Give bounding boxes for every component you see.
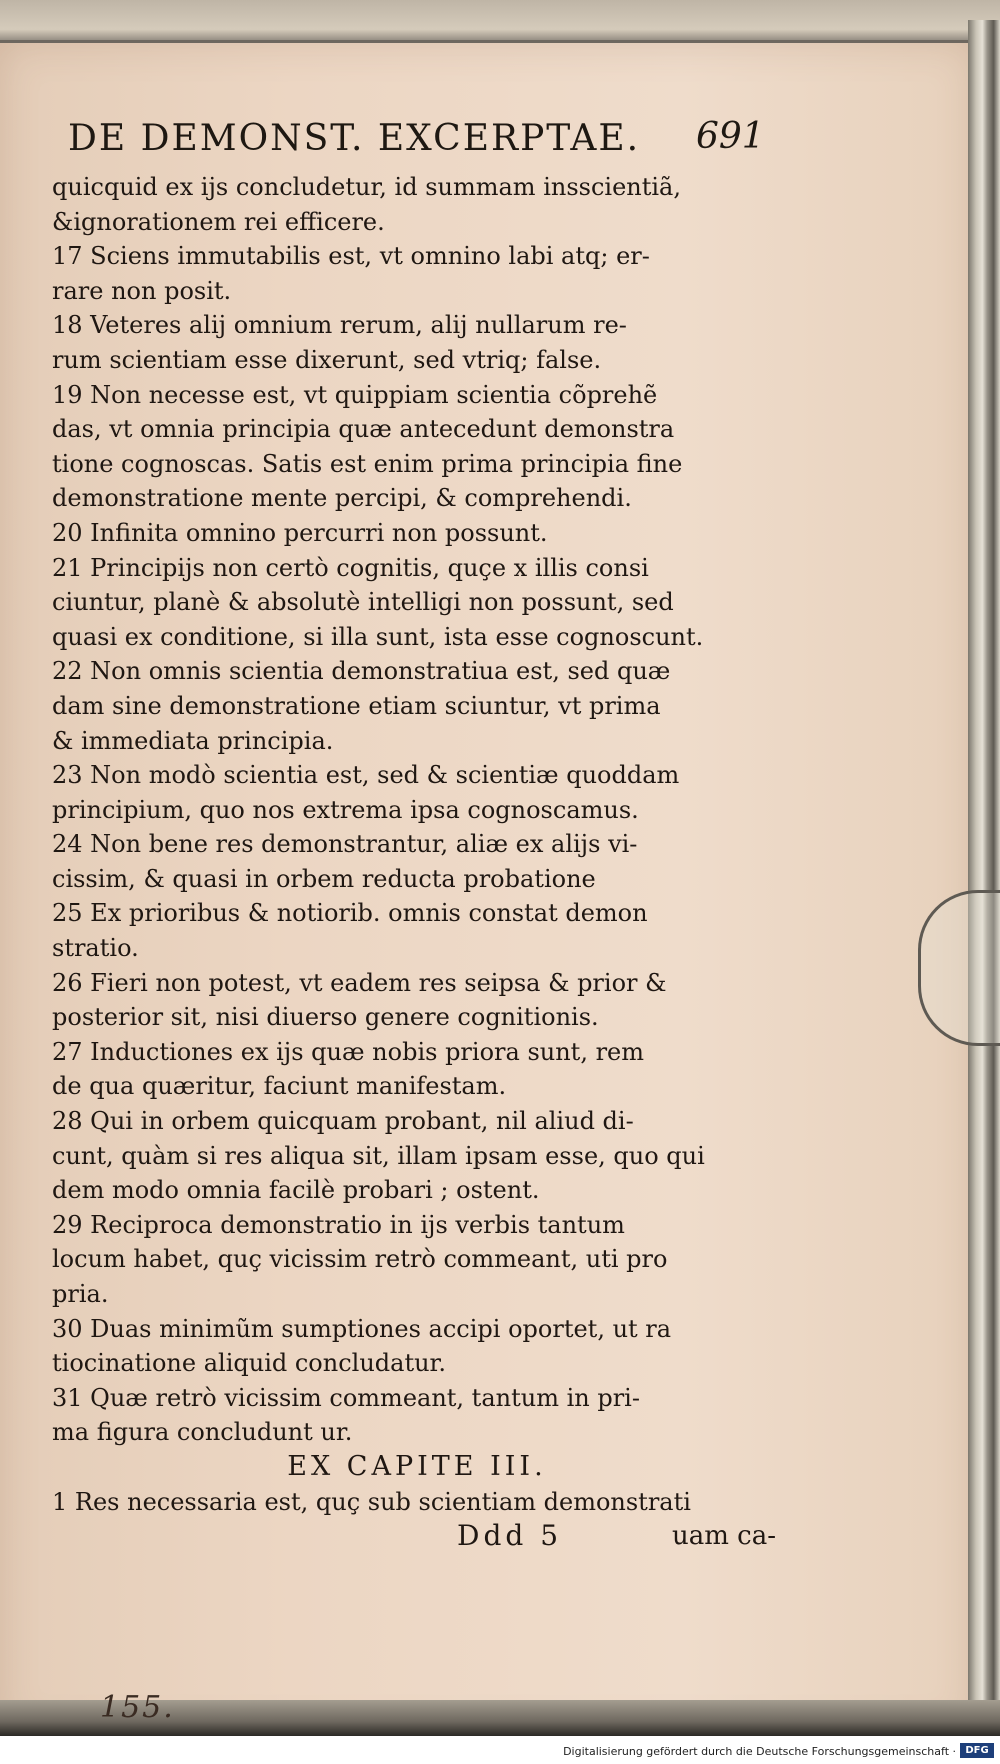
text-line: ciuntur, planè & absolutè intelligi non possunt, sed xyxy=(52,588,674,617)
running-head: DE DEMONST. EXCERPTAE. xyxy=(68,118,641,159)
handwritten-note: 155. xyxy=(100,1690,175,1725)
text-line: locum habet, quç vicissim retrò commeant, uti pro xyxy=(52,1245,668,1274)
text-line: 20 Infinita omnino percurri non possunt. xyxy=(52,518,548,547)
signature-mark: Ddd 5 xyxy=(457,1519,563,1553)
text-line: dem modo omnia facilè probari ; ostent. xyxy=(52,1176,540,1205)
text-line: quasi ex conditione, si illa sunt, ista esse cognoscunt. xyxy=(52,622,704,651)
text-line: 19 Non necesse est, vt quippiam scientia cõprehẽ xyxy=(52,380,658,409)
text-line: 30 Duas minimũm sumptiones accipi oportet, ut ra xyxy=(52,1314,672,1343)
text-line: 23 Non modò scientia est, sed & scientiæ quoddam xyxy=(52,761,680,790)
text-line: quicquid ex ijs concludetur, id summam insscientiã, xyxy=(52,173,681,201)
text-line: 27 Inductiones ex ijs quæ nobis priora sunt, rem xyxy=(52,1037,645,1066)
text-line: dam sine demonstratione etiam sciuntur, vt prima xyxy=(52,691,661,720)
text-line: 29 Reciproca demonstratio in ijs verbis tantum xyxy=(52,1210,625,1239)
text-line: 28 Qui in orbem quicquam probant, nil aliud di- xyxy=(52,1107,634,1136)
binding-right-edge xyxy=(968,20,1000,1730)
text-line: demonstratione mente percipi, & comprehendi. xyxy=(52,484,632,513)
text-line: de qua quæritur, faciunt manifestam. xyxy=(52,1072,507,1101)
credit-text: Digitalisierung gefördert durch die Deutsche Forschungsgemeinschaft · xyxy=(563,1745,956,1758)
dfg-logo: DFG xyxy=(960,1743,994,1758)
text-line: rum scientiam esse dixerunt, sed vtriq; false. xyxy=(52,345,602,374)
text-line: ma figura concludunt ur. xyxy=(52,1418,353,1447)
text-line: cissim, & quasi in orbem reducta probatione xyxy=(52,864,596,893)
text-line: 18 Veteres alij omnium rerum, alij nullarum re- xyxy=(52,311,627,340)
clasp-shape xyxy=(918,890,1000,1046)
text-line: 21 Principijs non certò cognitis, quçe x illis consi xyxy=(52,553,649,582)
text-line: das, vt omnia principia quæ antecedunt demonstra xyxy=(52,415,675,444)
text-line: tione cognoscas. Satis est enim prima principia fine xyxy=(52,449,683,478)
text-line: 1 Res necessaria est, quç sub scientiam demonstrati xyxy=(52,1487,691,1516)
text-line: 25 Ex prioribus & notiorib. omnis constat demon xyxy=(52,899,648,928)
text-line: 17 Sciens immutabilis est, vt omnino labi atq; er- xyxy=(52,242,650,271)
page-number: 691 xyxy=(696,116,765,157)
text-line: 24 Non bene res demonstrantur, aliæ ex alijs vi- xyxy=(52,830,638,859)
text-line: & immediata principia. xyxy=(52,726,334,755)
text-line: posterior sit, nisi diuerso genere cognitionis. xyxy=(52,1003,599,1032)
text-line: rare non posit. xyxy=(52,276,232,305)
text-line: &ignorationem rei efficere. xyxy=(52,207,385,236)
section-heading: EX CAPITE III. xyxy=(287,1450,547,1482)
text-line: cunt, quàm si res aliqua sit, illam ipsam esse, quo qui xyxy=(52,1141,705,1170)
text-line: stratio. xyxy=(52,934,139,963)
text-line: principium, quo nos extrema ipsa cognoscamus. xyxy=(52,795,639,824)
text-line: 22 Non omnis scientia demonstratiua est, sed quæ xyxy=(52,657,671,686)
binding-top-edge xyxy=(0,0,1000,42)
text-line: pria. xyxy=(52,1280,109,1308)
text-line: tiocinatione aliquid concludatur. xyxy=(52,1349,447,1378)
text-line: 26 Fieri non potest, vt eadem res seipsa & prior & xyxy=(52,968,667,997)
signature-line xyxy=(52,1519,782,1554)
catchword: uam ca- xyxy=(672,1521,777,1552)
text-line: 31 Quæ retrò vicissim commeant, tantum in pri- xyxy=(52,1383,640,1412)
text-block xyxy=(52,170,782,1554)
